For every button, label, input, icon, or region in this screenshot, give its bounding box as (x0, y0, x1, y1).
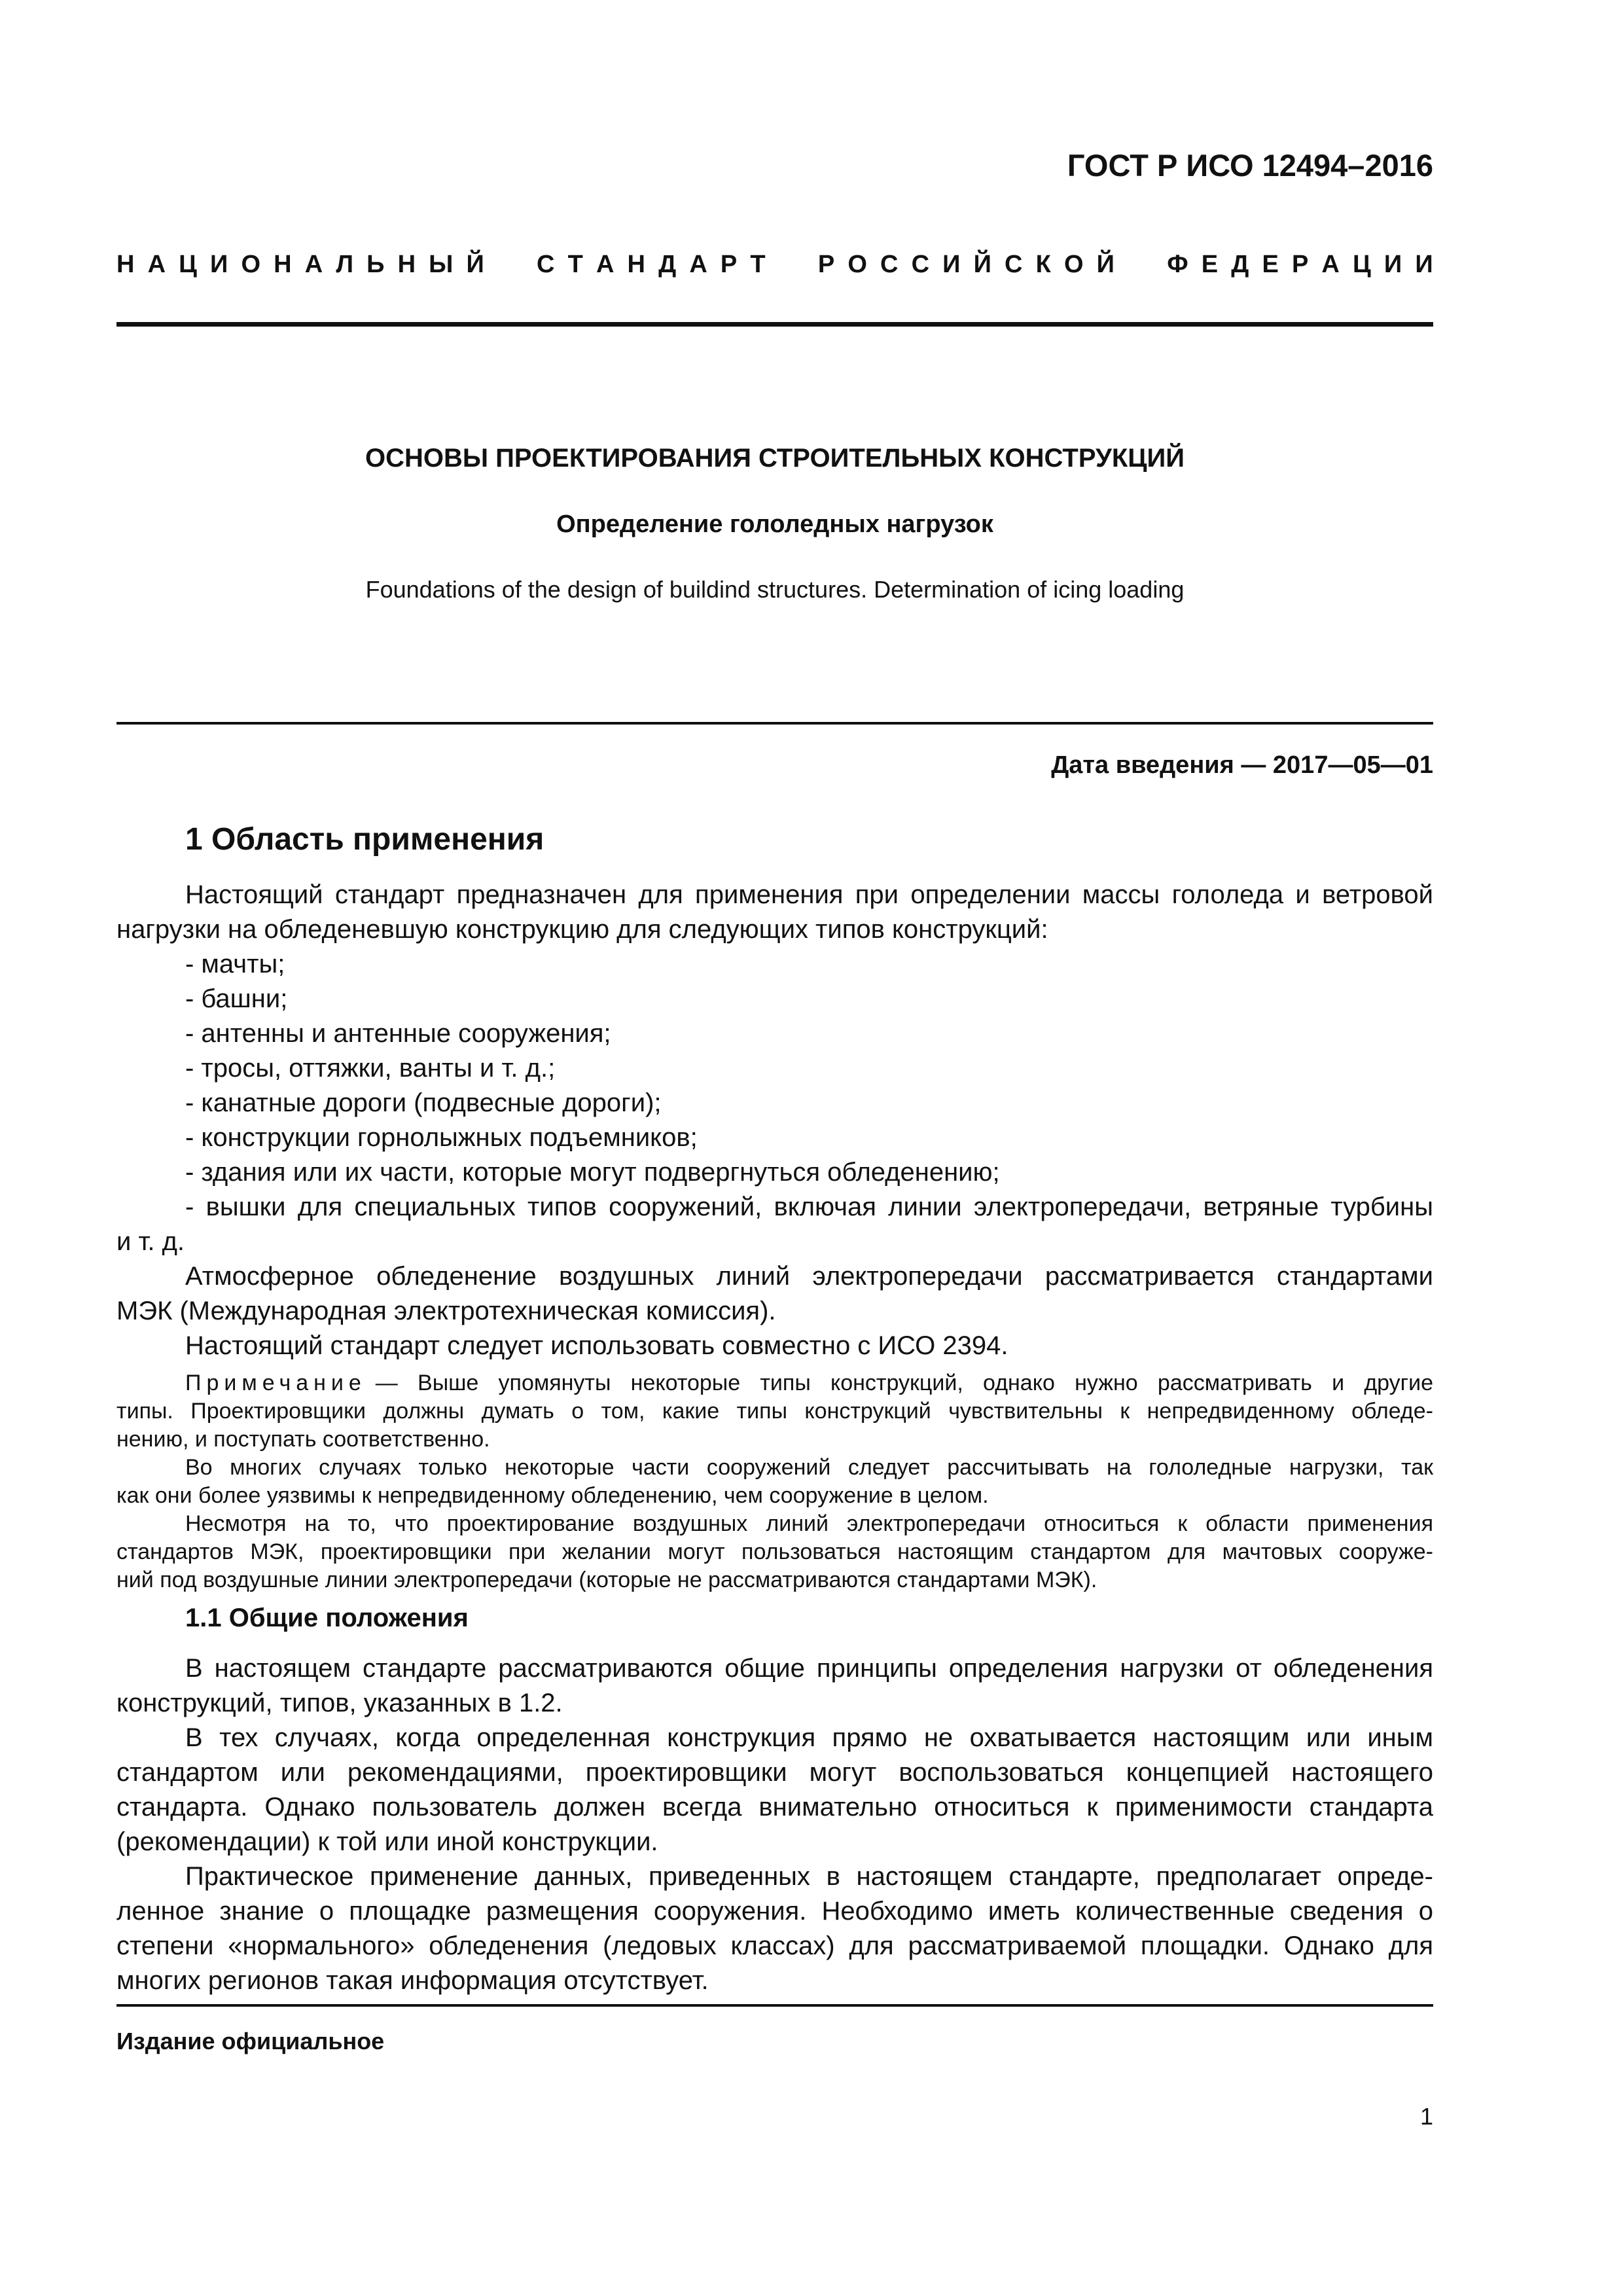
banner-letter: И (1383, 251, 1402, 278)
banner-letter: Ь (366, 251, 385, 278)
banner-letter: А (147, 251, 166, 278)
national-standard-banner (116, 251, 1433, 279)
list-item: - тросы, оттяжки, ванты и т. д.; (185, 1054, 556, 1083)
banner-letter: Ц (179, 251, 197, 278)
title-divider (116, 722, 1433, 725)
introduction-date: Дата введения — 2017—05—01 (1051, 751, 1433, 779)
banner-letter: Й (1096, 251, 1115, 278)
document-subtitle: Определение гололедных нагрузок (556, 511, 993, 538)
banner-letter: Н (627, 251, 645, 278)
paragraph-line: Настоящий стандарт следует использовать совместно с ИСО 2394. (185, 1331, 1008, 1360)
paragraph-line: (рекомендации) к той или иной конструкции. (116, 1827, 658, 1856)
paragraph-line: В тех случаях, когда определенная конструкция прямо не охватывается настоящим или иным (185, 1723, 1433, 1752)
banner-letter: С (1005, 251, 1023, 278)
banner-letter: Л (336, 251, 353, 278)
header-divider (116, 322, 1433, 327)
banner-letter: Ы (429, 251, 454, 278)
section-1-heading: 1 Область применения (185, 822, 544, 857)
banner-letter: С (880, 251, 899, 278)
list-item: - антенны и антенные сооружения; (185, 1019, 611, 1048)
banner-letter: Е (1201, 251, 1219, 278)
paragraph-line: нагрузки на обледеневшую конструкцию для следующих типов конструкций: (116, 915, 1048, 944)
paragraph-line: степени «нормального» обледенения (ледовых классах) для рассматриваемой площадки. Однако для (116, 1931, 1433, 1960)
banner-letter: А (689, 251, 707, 278)
document-title: ОСНОВЫ ПРОЕКТИРОВАНИЯ СТРОИТЕЛЬНЫХ КОНСТРУКЦИЙ (365, 444, 1185, 473)
note-line: нению, и поступать соответственно. (116, 1427, 490, 1452)
banner-letter (779, 251, 805, 279)
list-item: - канатные дороги (подвесные дороги); (185, 1088, 662, 1117)
section-1-1-heading: 1.1 Общие положения (185, 1604, 469, 1632)
paragraph-line: стандарта. Однако пользователь должен всегда внимательно относиться к применимости стандарта (116, 1793, 1433, 1821)
banner-letter: Н (397, 251, 416, 278)
list-item: - башни; (185, 984, 288, 1013)
banner-letter: И (942, 251, 961, 278)
banner-letter: Р (720, 251, 738, 278)
list-item: - конструкции горнолыжных подъемников; (185, 1123, 698, 1152)
banner-letter: И (210, 251, 228, 278)
banner-letter: С (537, 251, 555, 278)
banner-letter: Н (274, 251, 292, 278)
banner-letter: Е (1262, 251, 1279, 278)
paragraph-line: стандартом или рекомендациями, проектировщики могут воспользоваться концепцией настоящего (116, 1758, 1433, 1787)
footer-divider (116, 2004, 1433, 2007)
banner-letter: К (1035, 251, 1051, 278)
note-line: стандартов МЭК, проектировщики при желании могут пользоваться настоящим стандартом для мачтовых сооруже- (116, 1539, 1433, 1564)
standard-code: ГОСТ Р ИСО 12494–2016 (1067, 148, 1433, 183)
paragraph-line: многих регионов такая информация отсутствует. (116, 1966, 709, 1995)
banner-letter: О (847, 251, 867, 278)
note-line: Во многих случаях только некоторые части сооружений следует рассчитывать на гололедные нагрузки, так (185, 1455, 1433, 1480)
banner-letter: И (1415, 251, 1433, 278)
note-label: Примечание (185, 1371, 366, 1395)
list-item: - вышки для специальных типов сооружений, включая линии электропередачи, ветряные турбины (185, 1193, 1433, 1221)
paragraph-line: Настоящий стандарт предназначен для применения при определении массы гололеда и ветровой (185, 880, 1433, 909)
note-line: Несмотря на то, что проектирование воздушных линий электропередачи относиться к области применения (185, 1511, 1433, 1536)
list-item-continuation: и т. д. (116, 1227, 185, 1256)
banner-letter: Й (466, 251, 484, 278)
banner-letter: Й (973, 251, 991, 278)
official-edition-label: Издание официальное (116, 2028, 385, 2054)
banner-letter: О (241, 251, 261, 278)
note-line: типы. Проектировщики должны думать о том, какие типы конструкций чувствительны к непредвиденному обледе- (116, 1399, 1433, 1424)
banner-letter: А (1321, 251, 1340, 278)
paragraph-line: В настоящем стандарте рассматриваются общие принципы определения нагрузки от обледенения (185, 1654, 1433, 1683)
note-line (185, 1371, 1433, 1396)
banner-letter: О (1063, 251, 1084, 278)
banner-letter: Р (1291, 251, 1309, 278)
banner-letter: Ц (1353, 251, 1371, 278)
paragraph-line: МЭК (Международная электротехническая комиссия). (116, 1297, 776, 1325)
paragraph-line: Практическое применение данных, приведенных в настоящем стандарте, предполагает опреде- (185, 1862, 1433, 1891)
banner-letter: С (911, 251, 930, 278)
list-item: - мачты; (185, 950, 285, 978)
note-line: как они более уязвимы к непредвиденному обледенению, чем сооружение в целом. (116, 1483, 989, 1508)
banner-letter: Д (1231, 251, 1249, 278)
banner-letter: Р (817, 251, 835, 278)
list-item: - здания или их части, которые могут подвергнуться обледенению; (185, 1158, 1000, 1187)
banner-letter: Н (116, 251, 135, 278)
banner-letter: А (596, 251, 615, 278)
banner-letter: Д (658, 251, 677, 278)
english-title: Foundations of the design of buildind structures. Determination of icing loading (365, 576, 1185, 603)
paragraph-line: Атмосферное обледенение воздушных линий электропередачи рассматривается стандартами (185, 1262, 1433, 1291)
banner-letter (1128, 251, 1154, 279)
paragraph-line: конструкций, типов, указанных в 1.2. (116, 1689, 563, 1717)
banner-letter: Т (750, 251, 766, 278)
paragraph-line: ленное знание о площадке размещения сооружения. Необходимо иметь количественные сведения о (116, 1897, 1433, 1926)
banner-letter (497, 251, 524, 279)
banner-letter: А (304, 251, 323, 278)
page-number: 1 (1419, 2103, 1433, 2130)
note-line: ний под воздушные линии электропередачи (которые не рассматриваются стандартами МЭК). (116, 1568, 1097, 1592)
note-text: — Выше упомянуты некоторые типы конструкций, однако нужно рассматривать и другие (375, 1371, 1433, 1395)
banner-letter: Ф (1167, 251, 1188, 278)
banner-letter: Т (567, 251, 583, 278)
